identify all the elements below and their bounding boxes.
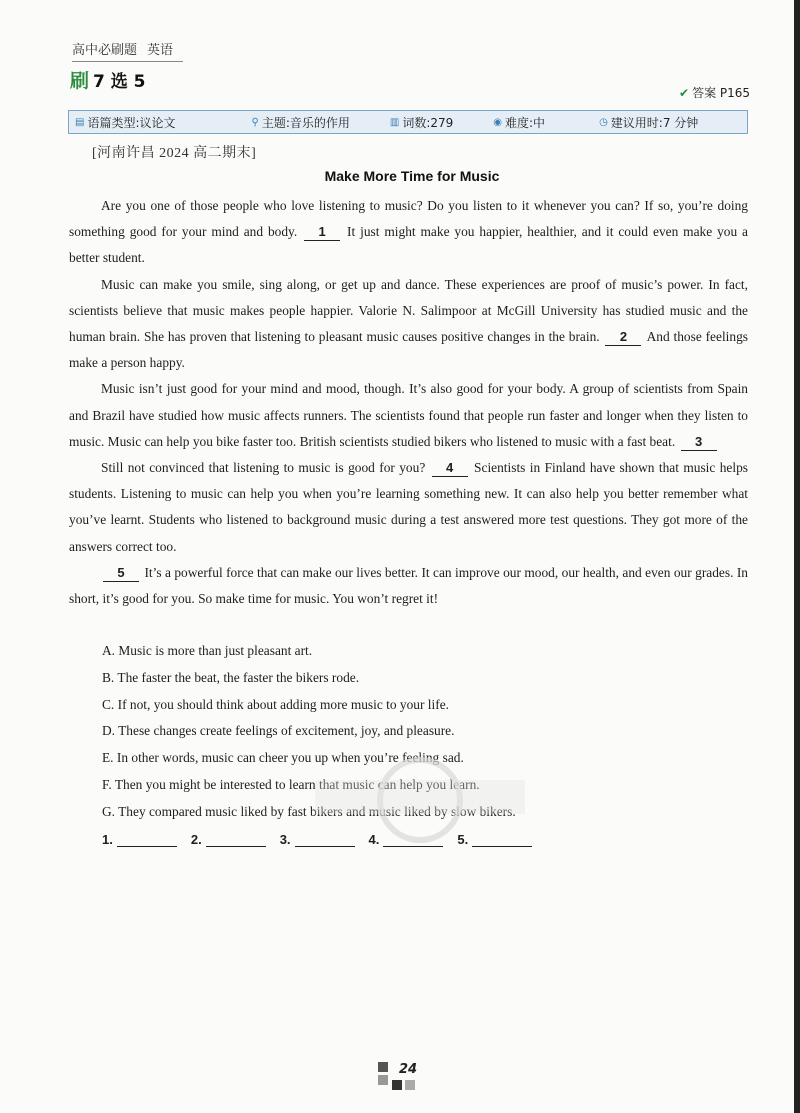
info-word-count: ▥ 词数:279 — [389, 115, 454, 130]
info-genre: ▤ 语篇类型:议论文 — [75, 115, 176, 130]
answer-slot-1[interactable]: 1. — [102, 830, 177, 847]
answer-line[interactable] — [206, 830, 266, 847]
blank-1[interactable]: 1 — [304, 223, 340, 241]
page-edge — [794, 0, 800, 1113]
blank-3[interactable]: 3 — [681, 433, 717, 451]
info-difficulty: ◉ 难度:中 — [493, 115, 546, 130]
article-body — [69, 193, 748, 612]
section-title — [70, 66, 146, 93]
paragraph: 5 It’s a powerful force that can make our lives better. It can improve our mood, our health, and even our grades. In short, it’s good for you. So make time for music. You won’t regret it! — [69, 564, 748, 607]
page-deco — [405, 1080, 415, 1090]
answer-reference — [679, 84, 750, 101]
paragraph: Still not convinced that listening to music is good for you? 4 Scientists in Finland have shown that music helps students. Listening to music can help you when you’re learning something new. It can also help you better remember what you’ve learnt. Students who listened to background music during a test answered more test questions. They got more of the answers correct too. — [69, 460, 748, 554]
subject-label: 英语 — [147, 43, 174, 58]
answer-slot-3[interactable]: 3. — [280, 830, 355, 847]
page-deco — [392, 1080, 402, 1090]
answer-slot-5[interactable]: 5. — [457, 830, 532, 847]
article-title: Make More Time for Music — [324, 168, 500, 184]
option-f: F. Then you might be interested to learn that music can help you learn. — [102, 776, 480, 792]
blank-4[interactable]: 4 — [432, 459, 468, 477]
clock-icon: ◷ — [599, 116, 608, 128]
difficulty-icon: ◉ — [493, 116, 503, 128]
answer-line[interactable] — [117, 830, 177, 847]
book-title: 高中必刷题 — [72, 43, 138, 58]
option-c: C. If not, you should think about adding more music to your life. — [102, 696, 449, 712]
section-name: 7 选 5 — [93, 72, 146, 92]
option-a: A. Music is more than just pleasant art. — [102, 643, 313, 658]
answer-line[interactable] — [295, 830, 355, 847]
info-time: ◷ 建议用时:7 分钟 — [599, 115, 699, 130]
answer-line[interactable] — [383, 830, 443, 847]
paragraph: Music isn’t just good for your mind and mood, though. It’s also good for your body. A group of scientists from Spain and Brazil have studied how music affects runners. The scientists found that people run faster and longer when they listen to music. Music can help you bike faster too. British scientists studied bikers who listened to music with a fast beat. 3 — [69, 381, 748, 449]
paragraph: Are you one of those people who love listening to music? Do you listen to it whenever you can? If so, you’re doing something good for your mind and body. 1 It just might make you happier, healthier, and it could even make you a better student. — [69, 198, 748, 266]
section-prefix: 刷 — [70, 70, 90, 92]
info-bar — [68, 110, 748, 134]
option-d: D. These changes create feelings of excitement, joy, and pleasure. — [102, 723, 455, 739]
option-b: B. The faster the beat, the faster the bikers rode. — [102, 669, 360, 685]
document-icon: ▤ — [75, 116, 85, 128]
page-deco — [378, 1075, 388, 1085]
answer-slot-2[interactable]: 2. — [191, 830, 266, 847]
search-icon: ⚲ — [251, 116, 259, 128]
blank-2[interactable]: 2 — [605, 328, 641, 346]
paragraph: Music can make you smile, sing along, or get up and dance. These experiences are proof of music’s power. In fact, scientists believe that music makes people happier. Valorie N. Salimpoor at McGill University has studied music and the human brain. She has proven that listening to pleasant music causes positive changes in the brain. 2 And those feelings make a person happy. — [69, 276, 748, 371]
answer-slot-4[interactable]: 4. — [369, 830, 444, 847]
book-icon: ▥ — [389, 116, 400, 128]
check-icon: ✔ — [679, 86, 690, 100]
answer-ref-text: 答案 P165 — [692, 86, 751, 100]
info-topic: ⚲ 主题:音乐的作用 — [251, 115, 350, 130]
page-deco — [378, 1062, 388, 1072]
option-g: G. They compared music liked by fast bikers and music liked by slow bikers. — [102, 803, 516, 819]
blank-5[interactable]: 5 — [103, 564, 139, 582]
book-header — [72, 39, 183, 62]
options-list — [102, 638, 516, 826]
option-e: E. In other words, music can cheer you up when you’re feeling sad. — [102, 750, 464, 766]
question-source: [河南许昌 2024 高二期末] — [92, 146, 257, 161]
answer-line[interactable] — [472, 830, 532, 847]
page-number: 24 — [398, 1061, 418, 1077]
answer-blanks — [102, 830, 546, 847]
